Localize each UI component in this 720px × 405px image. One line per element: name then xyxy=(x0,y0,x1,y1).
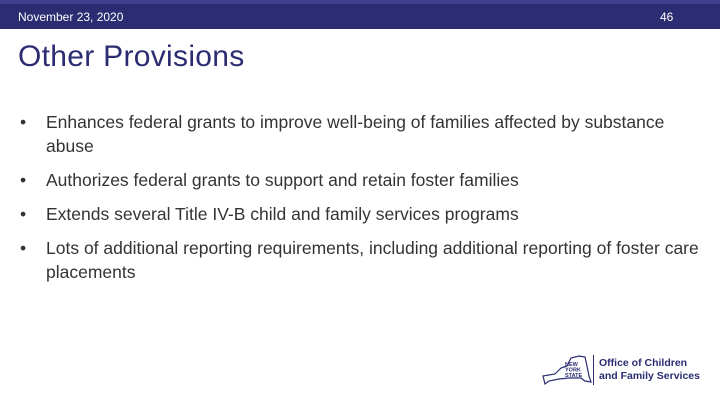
slide-date: November 23, 2020 xyxy=(18,10,124,24)
bullet-dot-icon: • xyxy=(20,204,27,224)
bullet-item xyxy=(20,110,700,158)
bullet-text: Lots of additional reporting requirements, including additional reporting of foster care placements xyxy=(46,238,699,282)
bullet-dot-icon: • xyxy=(20,238,27,258)
bullet-item xyxy=(20,202,700,226)
slide-title: Other Provisions xyxy=(18,40,245,73)
bullet-dot-icon: • xyxy=(20,112,27,132)
page-number: 46 xyxy=(660,10,674,24)
header-accent-stripe xyxy=(0,0,720,4)
agency-line-1: Office of Children xyxy=(599,357,688,369)
svg-text:NEW: NEW xyxy=(565,362,578,368)
bullet-text: Extends several Title IV-B child and family services programs xyxy=(46,204,519,224)
svg-text:YORK: YORK xyxy=(565,367,581,374)
agency-line-2: and Family Services xyxy=(599,370,700,382)
bullet-item xyxy=(20,168,700,192)
bullet-text: Authorizes federal grants to support and retain foster families xyxy=(46,170,519,190)
logo-divider xyxy=(593,355,594,385)
svg-text:STATE: STATE xyxy=(565,373,583,379)
bullet-dot-icon: • xyxy=(20,170,27,190)
bullet-text: Enhances federal grants to improve well-being of families affected by substance abuse xyxy=(46,112,665,156)
ocfs-logo xyxy=(541,354,706,386)
header-bar xyxy=(0,0,720,29)
bullet-item xyxy=(20,236,700,284)
agency-name xyxy=(599,357,700,383)
bullet-list xyxy=(20,110,700,294)
new-york-state-map-icon xyxy=(541,354,593,386)
